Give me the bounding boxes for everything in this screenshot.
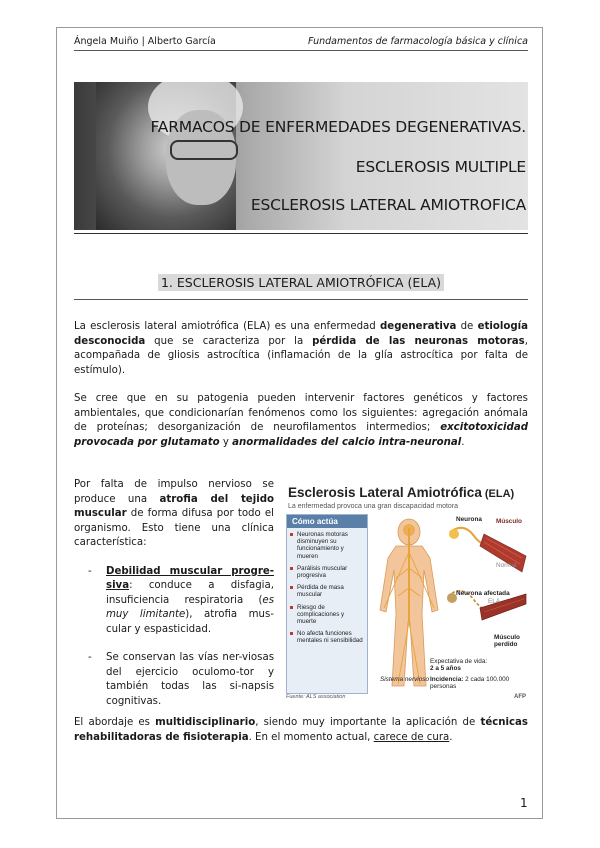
text-run: El abordaje es xyxy=(74,717,156,728)
infographic-subtitle: La enfermedad provoca una gran discapacidad motora xyxy=(288,503,459,510)
header-book-title: Fundamentos de farmacología básica y clínica xyxy=(308,36,528,47)
how-it-acts-item: Neuronas motoras disminuyen su funcionamiento y mueren xyxy=(287,528,367,562)
text-run: , siendo muy importante la aplicación de xyxy=(255,717,481,728)
text-run: . En el momento actual, xyxy=(248,731,374,743)
how-it-acts-heading: Cómo actúa xyxy=(287,515,367,528)
text-run: La esclerosis lateral amiotrófica (ELA) es una enfermedad xyxy=(74,321,380,332)
bold-italic-text: anormalidades del calcio intra-neuronal xyxy=(232,436,462,448)
author-portrait-image xyxy=(96,82,236,230)
text-run: de xyxy=(456,321,478,332)
banner-title-line-3: ESCLEROSIS LATERAL AMIOTROFICA xyxy=(250,196,526,214)
text-run: Se cree que en su patogenia pueden intervenir factores genéticos y factores ambientales, que condicionarían fenómenos como los siguientes: agregación anómala de proteínas; desorganización de neurofilamentos intermedios; xyxy=(74,393,528,433)
infographic-title xyxy=(288,485,514,500)
header-authors: Ángela Muiño | Alberto García xyxy=(74,36,216,47)
paragraph-pathogenesis xyxy=(74,392,528,450)
incidence xyxy=(430,676,526,690)
bold-text: degenerativa xyxy=(380,321,457,332)
text-run: : conduce a disfagia, insuficiencia respiratoria ( xyxy=(106,580,274,606)
bold-underlined-text: Debilidad muscular progre-siva xyxy=(106,565,274,591)
text-run: . xyxy=(461,436,465,448)
symptom-list xyxy=(74,565,274,710)
label-neurona: Neurona xyxy=(456,516,482,523)
infographic-agency-logo: AFP xyxy=(514,694,526,700)
ela-infographic xyxy=(284,482,528,704)
list-dash: - xyxy=(88,652,92,663)
life-expectancy-value: 2 a 5 años xyxy=(430,665,461,673)
label-musculo: Músculo xyxy=(496,518,522,525)
underlined-text: carece de cura xyxy=(373,731,450,743)
italic-text: es muy limitante xyxy=(106,594,274,620)
text-run: de forma difusa por todo el organismo. Esto tiene una clínica característica: xyxy=(74,508,274,548)
label-ela: ELA xyxy=(488,598,501,605)
text-run: y xyxy=(219,436,233,448)
text-run: , acompañada de gliosis astrocítica (inflamación de la glía astrocítica por falta de estímulo). xyxy=(74,335,528,376)
incidence-value: 2 cada 100.000 personas xyxy=(430,676,510,691)
section-heading xyxy=(74,275,528,290)
portrait-glasses xyxy=(170,140,238,160)
list-dash: - xyxy=(88,565,92,577)
banner-title-line-1: FARMACOS DE ENFERMEDADES DEGENERATIVAS. xyxy=(150,118,526,136)
section-divider xyxy=(74,299,528,300)
title-banner xyxy=(74,82,528,230)
life-expectancy xyxy=(430,658,487,672)
banner-divider xyxy=(74,233,528,234)
clinical-features-column xyxy=(74,478,274,723)
label-musculo-perdido: Músculo perdido xyxy=(494,634,520,649)
list-item xyxy=(74,565,274,638)
paragraph-atrophy xyxy=(74,478,274,551)
incidence-label: Incidencia: xyxy=(430,676,464,683)
how-it-acts-item: Pérdida de masa muscular xyxy=(287,581,367,600)
text-run: Por falta de impulso nervioso se produce una xyxy=(74,479,274,505)
how-it-acts-box xyxy=(286,514,368,694)
text-run: Se conservan las vías ner-viosas del ejercicio oculomo-tor y también todas las si-napsis cognitivas. xyxy=(106,652,274,707)
label-normal: Normal xyxy=(496,562,517,569)
bold-text: pérdida de las neuronas motoras xyxy=(312,335,525,347)
text-run: ), atrofia mus-cular y espasticidad. xyxy=(106,609,274,635)
running-header xyxy=(74,36,528,51)
bold-italic-text: excitotoxicidad provocada por glutamato xyxy=(74,422,528,448)
list-item xyxy=(74,651,274,709)
life-expectancy-label: Expectativa de vida: xyxy=(430,658,488,665)
text-run: . xyxy=(449,731,453,743)
bold-text: técnicas rehabilitadoras de fisioterapia xyxy=(74,717,528,743)
infographic-title-abbr: (ELA) xyxy=(481,488,515,500)
section-heading-text: 1. ESCLEROSIS LATERAL AMIOTRÓFICA (ELA) xyxy=(158,274,444,291)
paragraph-definition xyxy=(74,320,528,378)
bold-text: multidisciplinario xyxy=(155,717,256,728)
infographic-title-main: Esclerosis Lateral Amiotrófica xyxy=(288,485,482,500)
page-number: 1 xyxy=(520,796,528,810)
text-run: que se caracteriza por la xyxy=(145,335,313,347)
bold-text: atrofia del tejido muscular xyxy=(74,493,274,519)
how-it-acts-item: No afecta funciones mentales ni sensibilidad xyxy=(287,627,367,646)
infographic-source: Fuente: ALS association xyxy=(286,694,346,700)
paragraph-treatment xyxy=(74,716,528,745)
how-it-acts-item: Parálisis muscular progresiva xyxy=(287,562,367,581)
banner-title-line-2: ESCLEROSIS MULTIPLE xyxy=(355,158,526,176)
label-sistema-nervioso: Sistema nervioso xyxy=(380,676,430,683)
how-it-acts-item: Riesgo de complicaciones y muerte xyxy=(287,601,367,628)
label-neurona-afectada: Neurona afectada xyxy=(456,590,510,597)
bold-text: etiología desconocida xyxy=(74,321,528,347)
